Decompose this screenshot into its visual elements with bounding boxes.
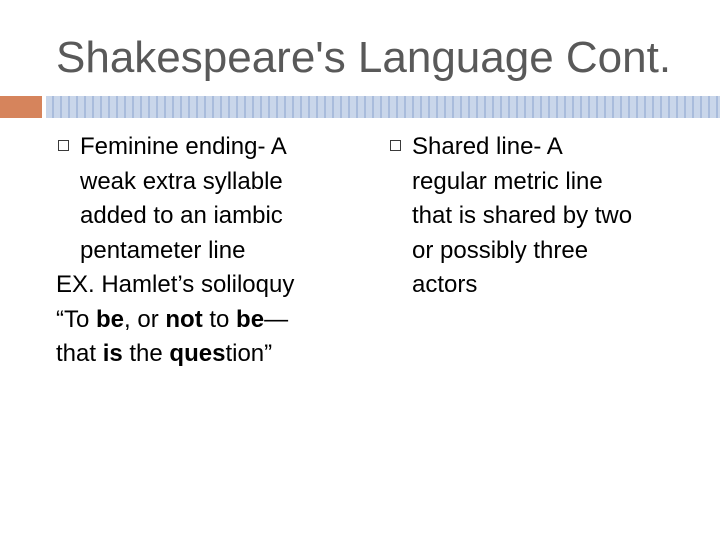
stressed-syllable: not <box>165 305 203 333</box>
title-rule-accent <box>0 96 42 118</box>
bullet-text-line: weak extra syllable <box>80 167 283 195</box>
bullet-text-line: or possibly three <box>412 236 589 264</box>
bullet-text-line: pentameter line <box>80 236 246 264</box>
stressed-syllable: be <box>236 305 265 333</box>
example-quote-line-2 <box>56 337 366 372</box>
bullet-text-line: Feminine ending- A <box>80 133 287 160</box>
bullet-text-line: that is shared by two <box>412 202 633 229</box>
quote-text: , or <box>124 305 166 333</box>
bullet-text-line: Shared line- A <box>412 133 563 160</box>
quote-text: the <box>122 340 170 367</box>
hollow-square-bullet-icon <box>390 140 401 151</box>
stressed-syllable: ques <box>169 340 226 367</box>
left-column <box>56 130 366 372</box>
bullet-text-line: added to an iambic <box>80 202 283 229</box>
quote-text: tion” <box>225 340 273 367</box>
quote-text: to <box>202 305 237 333</box>
bullet-text-line: regular metric line <box>412 167 603 195</box>
stressed-syllable: is <box>102 340 123 367</box>
quote-text: that <box>56 340 103 367</box>
quote-text: — <box>264 305 289 333</box>
slide-title: Shakespeare's Language Cont. <box>56 33 672 82</box>
example-quote-line-1 <box>56 303 366 338</box>
quote-text: “To <box>56 305 97 333</box>
bullet-feminine-ending <box>56 130 366 268</box>
stressed-syllable: be <box>96 305 125 333</box>
hollow-square-bullet-icon <box>58 140 69 151</box>
title-rule-bar <box>46 96 720 118</box>
bullet-shared-line <box>388 130 708 303</box>
bullet-text-line: actors <box>412 271 478 298</box>
right-column <box>388 130 708 303</box>
example-intro: EX. Hamlet’s soliloquy <box>56 271 295 298</box>
